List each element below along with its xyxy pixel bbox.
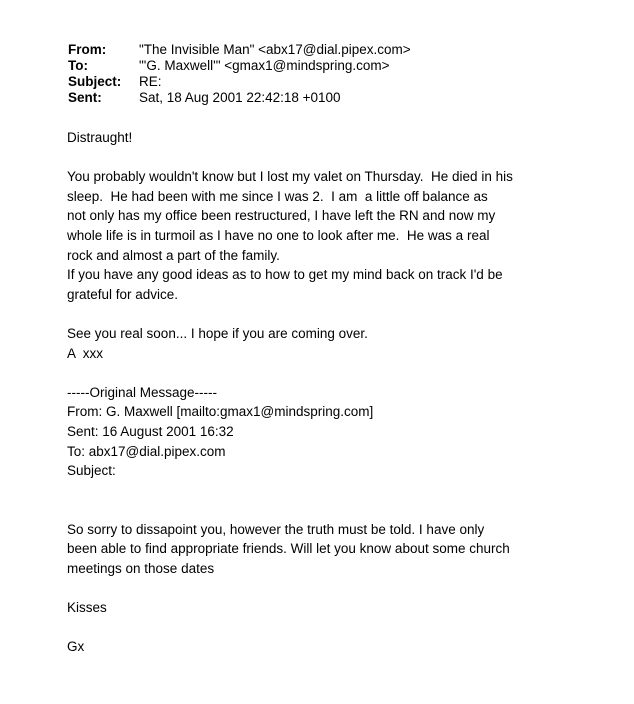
quoted-header-sent: Sent: 16 August 2001 16:32 [67,423,234,439]
body-line: See you real soon... I hope if you are coming over. [67,325,368,341]
quoted-header-from: From: G. Maxwell [mailto:gmax1@mindspring.com] [67,404,374,420]
body-line [67,363,582,383]
header-value-subject: RE: [139,74,162,89]
body-line: whole life is in turmoil as I have no one to look after me. He was a real [67,227,490,243]
body-line [67,579,582,599]
body-line: Distraught! [67,130,133,145]
email-header-table [68,42,411,106]
header-row-from [68,42,411,58]
body-line [67,304,582,324]
quoted-signature: Gx [67,639,85,655]
header-label-sent: Sent: [68,90,102,105]
header-label-from: From: [68,42,107,57]
quoted-body-line: So sorry to dissapoint you, however the truth must be told. I have only [67,521,485,537]
email-body [67,128,582,657]
quoted-signoff: Kisses [67,600,107,616]
email-header-body [68,42,411,106]
header-row-sent [68,90,411,106]
body-line: If you have any good ideas as to how to get my mind back on track I'd be [67,267,503,283]
body-line [67,481,582,501]
body-line: sleep. He had been with me since I was 2. I am a little off balance as [67,188,488,204]
quoted-body-line: meetings on those dates [67,561,215,577]
body-line: You probably wouldn't know but I lost my valet on Thursday. He died in his [67,169,513,185]
header-value-to: "'G. Maxwell'" <gmax1@mindspring.com> [139,58,390,73]
header-row-to [68,58,411,74]
body-line [67,618,582,638]
body-line: rock and almost a part of the family. [67,247,280,263]
body-line: not only has my office been restructured, I have left the RN and now my [67,208,496,224]
header-label-to: To: [68,58,88,73]
header-label-subject: Subject: [68,74,122,89]
quoted-separator: -----Original Message----- [67,384,218,400]
quoted-header-subject: Subject: [67,463,116,479]
quoted-body-line: been able to find appropriate friends. Will let you know about some church [67,541,510,557]
body-line [67,500,582,520]
quoted-header-to: To: abx17@dial.pipex.com [67,443,226,459]
header-body-spacer [0,106,634,128]
header-value-sent: Sat, 18 Aug 2001 22:42:18 +0100 [139,90,341,105]
body-line: A xxx [67,345,104,361]
header-row-subject [68,74,411,90]
body-line [67,148,582,168]
body-line: grateful for advice. [67,286,179,302]
header-value-from: "The Invisible Man" <abx17@dial.pipex.com> [139,42,411,57]
